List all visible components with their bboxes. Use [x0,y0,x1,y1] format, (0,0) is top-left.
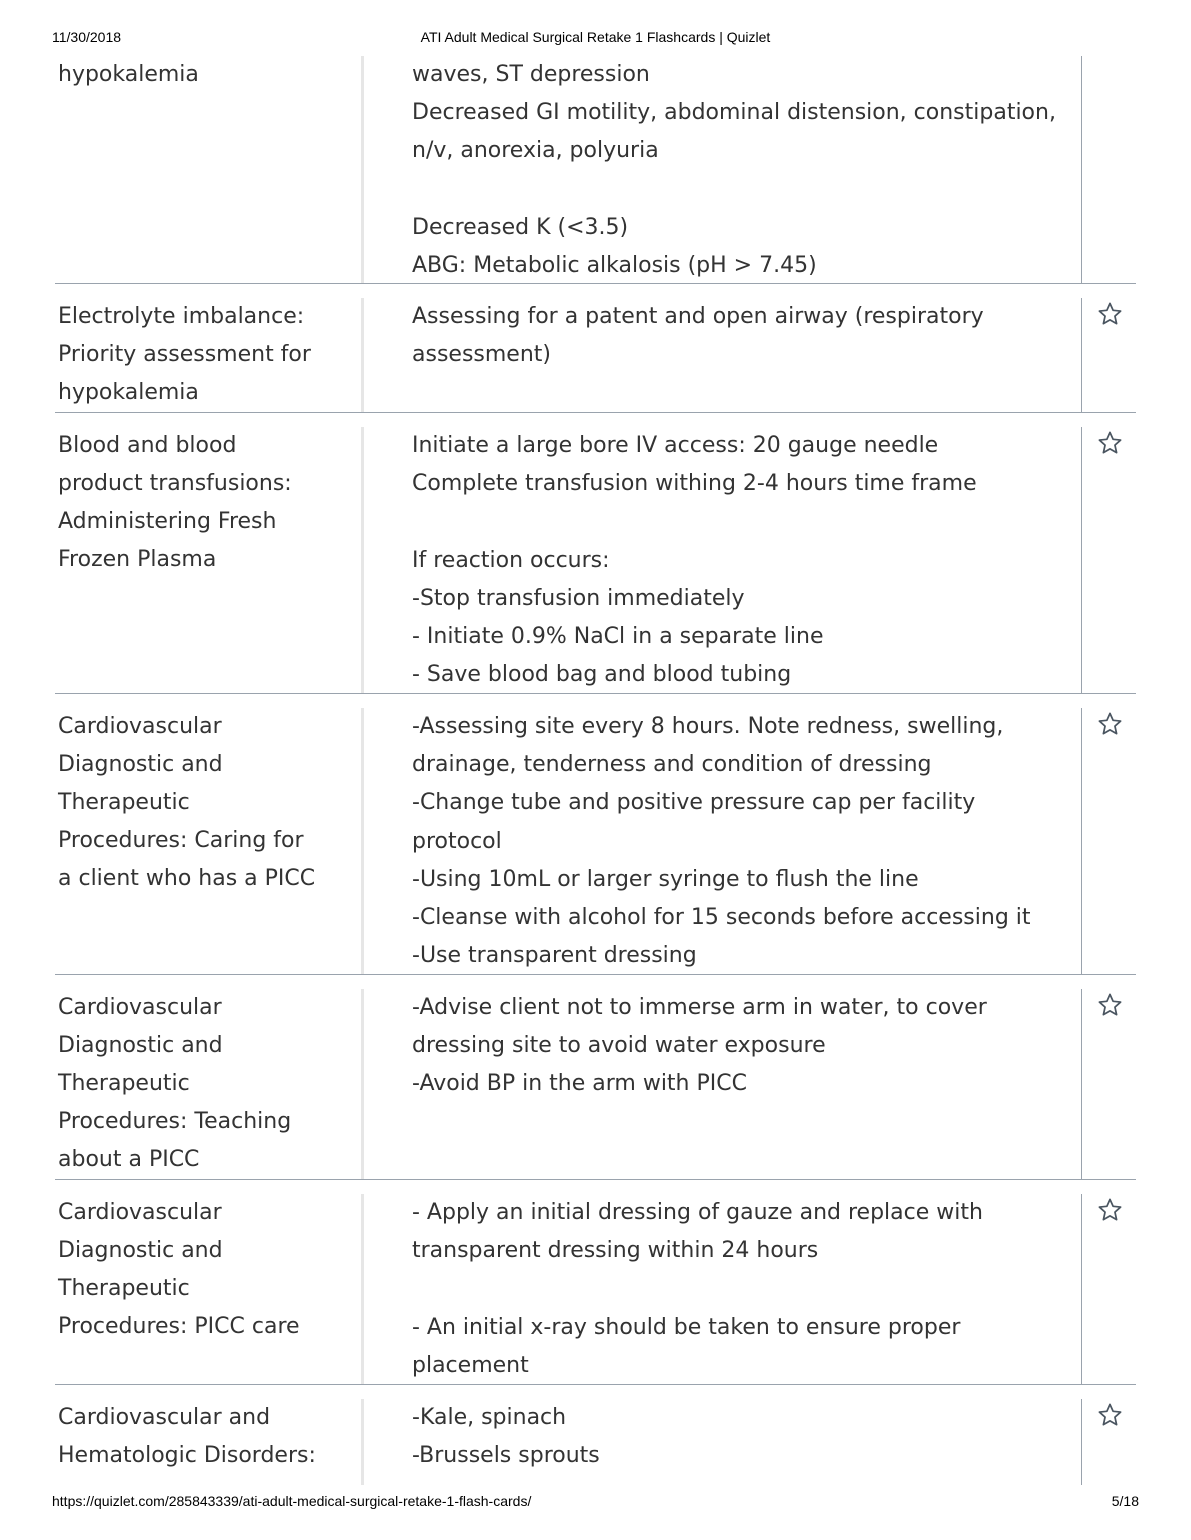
term-line: Therapeutic [58,1276,190,1301]
term-line: Cardiovascular [58,995,222,1020]
term-line: Blood and blood [58,433,237,458]
term-line: Priority assessment for [58,342,311,367]
term-line: Procedures: Teaching [58,1109,292,1134]
star-column-divider [1081,708,1082,974]
term-line: Cardiovascular [58,714,222,739]
star-column-divider [1081,427,1082,693]
star-column-divider [1081,298,1082,412]
definition-line: - Apply an initial dressing of gauze and replace with [412,1200,983,1225]
star-icon[interactable] [1097,1197,1123,1223]
term-line: Therapeutic [58,790,190,815]
definition-line: -Stop transfusion immediately [412,585,745,611]
card-term [58,56,348,94]
star-column-divider [1081,1194,1082,1384]
card-term [58,1399,348,1475]
term-line: Frozen Plasma [58,547,217,572]
definition-line: - An initial x-ray should be taken to ensure proper [412,1314,961,1340]
definition-line: - Initiate 0.9% NaCl in a separate line [412,624,824,649]
term-line: Procedures: Caring for [58,828,304,853]
term-line: Hematologic Disorders: [58,1443,316,1468]
definition-line: transparent dressing within 24 hours [412,1238,819,1264]
definition-line: placement [412,1352,529,1378]
definition-line: Assessing for a patent and open airway (respiratory [412,304,984,329]
card-definition [412,1399,1072,1475]
page-url: https://quizlet.com/285843339/ati-adult-medical-surgical-retake-1-flash-cards/ [52,1493,532,1509]
definition-line: -Kale, spinach [412,1405,567,1430]
star-icon[interactable] [1097,992,1123,1018]
print-date: 11/30/2018 [52,29,122,45]
column-divider [361,1194,364,1384]
star-icon[interactable] [1097,1402,1123,1428]
definition-line: -Brussels sprouts [412,1443,600,1469]
card-definition [412,298,1072,374]
definition-line: protocol [412,828,502,854]
card-definition [412,1194,1072,1385]
star-icon[interactable] [1097,711,1123,737]
definition-line: Complete transfusion withing 2-4 hours time frame [412,471,977,497]
star-column-divider [1081,989,1082,1179]
definition-line: -Cleanse with alcohol for 15 seconds before accessing it [412,905,1031,931]
print-header [0,29,1191,49]
definition-line: n/v, anorexia, polyuria [412,138,659,164]
definition-line: dressing site to avoid water exposure [412,1033,826,1059]
term-line: Cardiovascular and [58,1405,271,1430]
definition-line: Decreased GI motility, abdominal distension, constipation, [412,100,1056,126]
card-term [58,708,348,898]
definition-line: - Save blood bag and blood tubing [412,662,792,688]
definition-line [412,1270,1072,1308]
definition-line: -Advise client not to immerse arm in water, to cover [412,995,987,1020]
term-line: Procedures: PICC care [58,1314,300,1339]
term-line: Electrolyte imbalance: [58,304,305,329]
definition-line [412,503,1072,541]
flashcard-row-3 [55,427,1136,694]
term-line: Cardiovascular [58,1200,222,1225]
card-definition [412,989,1072,1104]
flashcard-row-2 [55,298,1136,413]
star-column-divider [1081,56,1082,283]
definition-line: -Avoid BP in the arm with PICC [412,1071,747,1097]
term-line: Diagnostic and [58,1238,223,1263]
definition-line [412,171,1072,209]
definition-line: drainage, tenderness and condition of dressing [412,752,932,778]
flashcard-row-4 [55,708,1136,975]
definition-line: Initiate a large bore IV access: 20 gauge needle [412,433,939,458]
term-line: Administering Fresh [58,509,277,534]
column-divider [361,708,364,974]
definition-line: -Assessing site every 8 hours. Note redness, swelling, [412,714,1004,739]
flashcard-row-5 [55,989,1136,1180]
column-divider [361,298,364,412]
page-title: ATI Adult Medical Surgical Retake 1 Flashcards | Quizlet [420,29,771,45]
card-definition [412,427,1072,694]
definition-line: ABG: Metabolic alkalosis (pH > 7.45) [412,253,817,278]
column-divider [361,427,364,693]
term-line: product transfusions: [58,471,292,496]
star-column-divider [1081,1399,1082,1485]
print-footer [0,1493,1191,1513]
definition-line: If reaction occurs: [412,547,610,573]
definition-line: -Use transparent dressing [412,943,697,969]
definition-line: -Change tube and positive pressure cap per facility [412,790,976,816]
flashcard-row-1 [55,56,1136,284]
term-line: Therapeutic [58,1071,190,1096]
term-line: Diagnostic and [58,1033,223,1058]
card-term [58,427,348,579]
definition-line: Decreased K (<3.5) [412,214,629,240]
card-term [58,298,348,412]
term-line: Diagnostic and [58,752,223,777]
column-divider [361,1399,364,1485]
column-divider [361,56,364,283]
term-line: a client who has a PICC [58,866,316,891]
term-line: hypokalemia [58,380,199,405]
definition-line: waves, ST depression [412,62,650,87]
card-definition [412,56,1072,285]
flashcard-row-7 [55,1399,1136,1485]
definition-line: assessment) [412,342,551,368]
card-term [58,989,348,1179]
term-line: about a PICC [58,1147,200,1172]
definition-line: -Using 10mL or larger syringe to flush the line [412,866,919,892]
page-number: 5/18 [1111,1493,1139,1509]
flashcard-row-6 [55,1194,1136,1385]
star-icon[interactable] [1097,301,1123,327]
star-icon[interactable] [1097,430,1123,456]
card-definition [412,708,1072,975]
term-line: hypokalemia [58,62,199,87]
column-divider [361,989,364,1179]
card-term [58,1194,348,1346]
